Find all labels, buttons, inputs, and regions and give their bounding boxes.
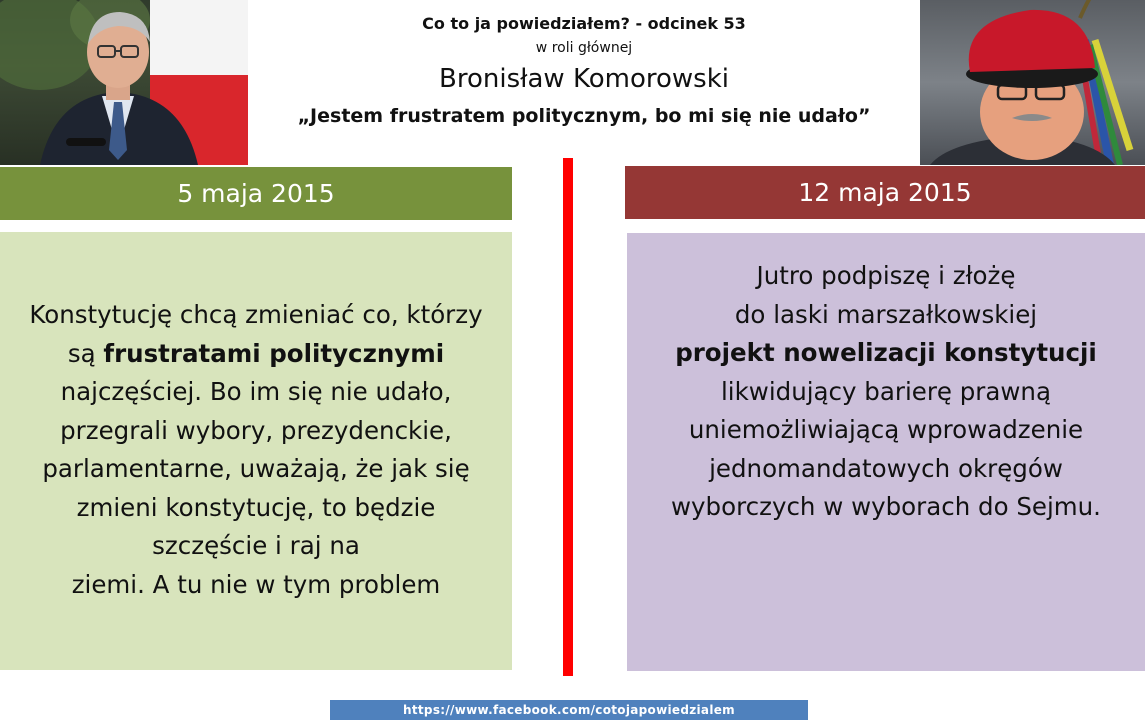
left-date-bar [0, 167, 512, 220]
right-quote-line: do laski marszałkowskiej [734, 299, 1038, 329]
red-divider [563, 158, 573, 676]
facebook-url-text: https://www.facebook.com/cotojapowiedzialem [403, 703, 735, 717]
right-date-label: 12 maja 2015 [798, 178, 972, 207]
left-quote-box [0, 232, 512, 670]
left-quote-line: zmieni konstytucję, to będzie [76, 492, 436, 522]
left-quote-line: przegrali wybory, prezydenckie, [60, 415, 452, 445]
right-quote-line: likwidujący barierę prawną [721, 376, 1051, 406]
left-quote-line: szczęście i raj na [152, 531, 360, 560]
left-quote-line: Konstytucję chcą zmieniać co, którzy [29, 300, 483, 329]
headline-quote: „Jestem frustratem politycznym, bo mi się nie udało” [297, 105, 871, 127]
right-quote-line: wyborczych w wyborach do Sejmu. [671, 492, 1101, 522]
left-quote-line: parlamentarne, uważają, że jak się [42, 454, 470, 483]
series-title: Co to ja powiedziałem? - odcinek 53 [422, 14, 746, 33]
right-quote-line: jednomandatowych okręgów [709, 453, 1063, 483]
left-date-label: 5 maja 2015 [177, 179, 335, 208]
facebook-url-link[interactable] [330, 700, 808, 720]
person-name: Bronisław Komorowski [439, 64, 729, 94]
man-in-red-hat-photo-icon [920, 0, 1145, 165]
left-quote-text [29, 296, 482, 604]
left-quote-line: najczęściej. Bo im się nie udało, [60, 377, 452, 406]
man-in-suit-photo-icon [0, 0, 248, 165]
left-quote-line: ziemi. A tu nie w tym problem [71, 569, 441, 599]
left-photo [0, 0, 248, 165]
right-quote-line: uniemożliwiającą wprowadzenie [688, 415, 1084, 445]
right-date-bar [625, 166, 1145, 219]
right-quote-box [627, 233, 1145, 671]
left-quote-line: są frustratami politycznymi [67, 338, 445, 368]
role-caption: w roli głównej [535, 40, 633, 56]
right-photo [920, 0, 1145, 165]
right-quote-line: projekt nowelizacji konstytucji [675, 338, 1097, 368]
right-quote-line: Jutro podpiszę i złożę [756, 261, 1016, 291]
right-quote-text [671, 257, 1101, 527]
